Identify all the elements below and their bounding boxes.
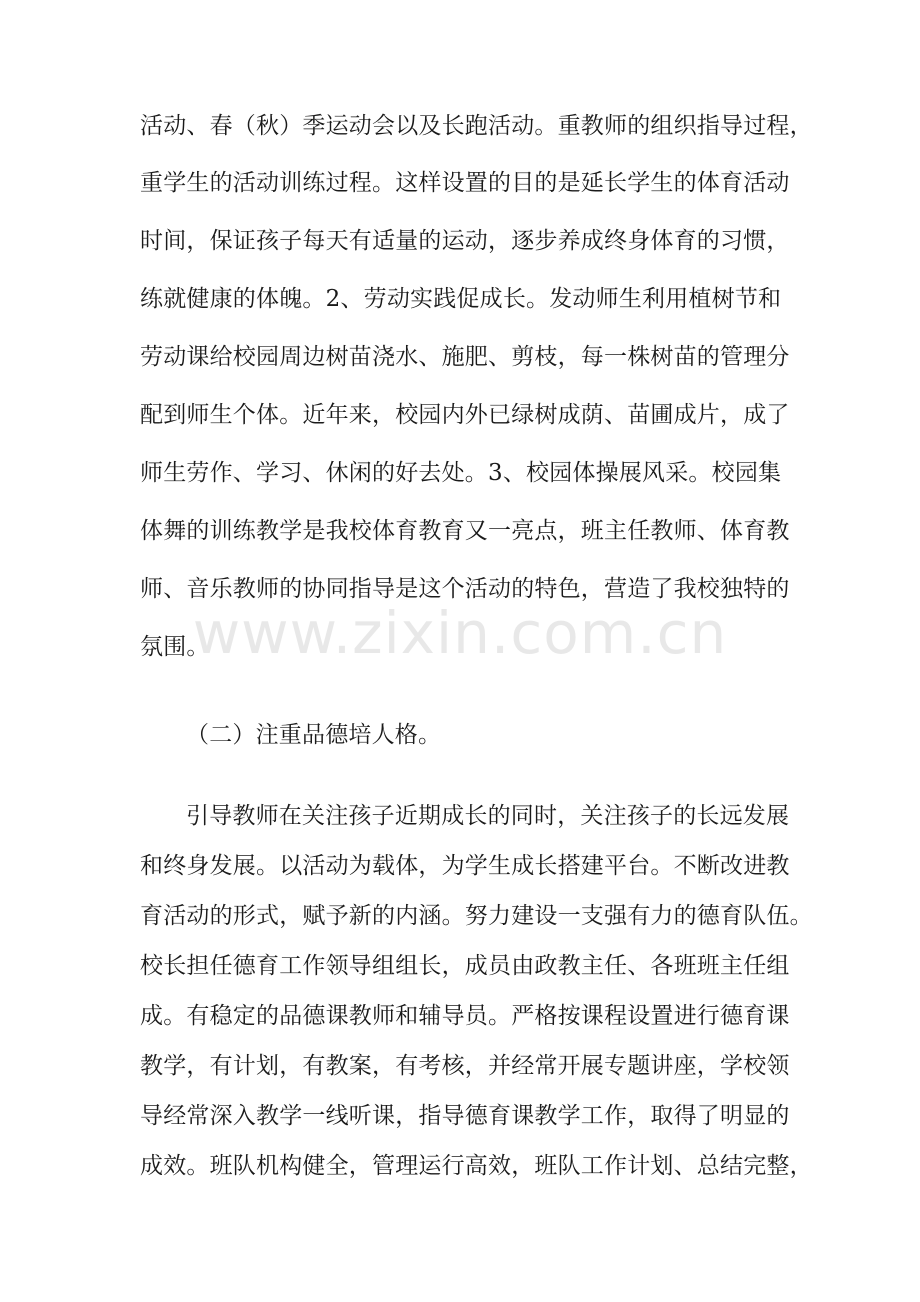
- watermark-text: www.zixin.com.cn: [192, 599, 728, 667]
- paragraph-line: 校长担任德育工作领导组组长，成员由政教主任、各班班主任组: [140, 953, 790, 979]
- paragraph-line: 师、音乐教师的协同指导是这个活动的特色，营造了我校独特的: [140, 576, 790, 602]
- paragraph-line: 成效。班队机构健全，管理运行高效，班队工作计划、总结完整，: [140, 1153, 813, 1179]
- section-heading: （二）注重品德培人格。: [186, 722, 442, 748]
- paragraph-line: 重学生的活动训练过程。这样设置的目的是延长学生的体育活动: [140, 170, 790, 196]
- paragraph-line: 练就健康的体魄。2、劳动实践促成长。发动师生利用植树节和: [140, 286, 782, 312]
- paragraph-line: 育活动的形式，赋予新的内涵。努力建设一支强有力的德育队伍。: [140, 903, 813, 929]
- paragraph-line: 劳动课给校园周边树苗浇水、施肥、剪枝，每一株树苗的管理分: [140, 344, 790, 370]
- paragraph-line: 配到师生个体。近年来，校园内外已绿树成荫、苗圃成片，成了: [140, 402, 790, 428]
- paragraph-line: 体舞的训练教学是我校体育教育又一亮点，班主任教师、体育教: [140, 518, 790, 544]
- paragraph-line: 和终身发展。以活动为载体，为学生成长搭建平台。不断改进教: [140, 853, 790, 879]
- paragraph-line: 导经常深入教学一线听课，指导德育课教学工作，取得了明显的: [140, 1103, 790, 1129]
- paragraph-line: 氛围。: [140, 634, 210, 660]
- paragraph-line: 引导教师在关注孩子近期成长的同时，关注孩子的长远发展: [186, 803, 790, 829]
- paragraph-line: 时间，保证孩子每天有适量的运动，逐步养成终身体育的习惯，: [140, 228, 790, 254]
- paragraph-line: 师生劳作、学习、休闲的好去处。3、校园体操展风采。校园集: [140, 460, 782, 486]
- paragraph-line: 活动、春（秋）季运动会以及长跑活动。重教师的组织指导过程，: [140, 113, 813, 139]
- paragraph-line: 教学，有计划，有教案，有考核，并经常开展专题讲座，学校领: [140, 1053, 790, 1079]
- paragraph-line: 成。有稳定的品德课教师和辅导员。严格按课程设置进行德育课: [140, 1003, 790, 1029]
